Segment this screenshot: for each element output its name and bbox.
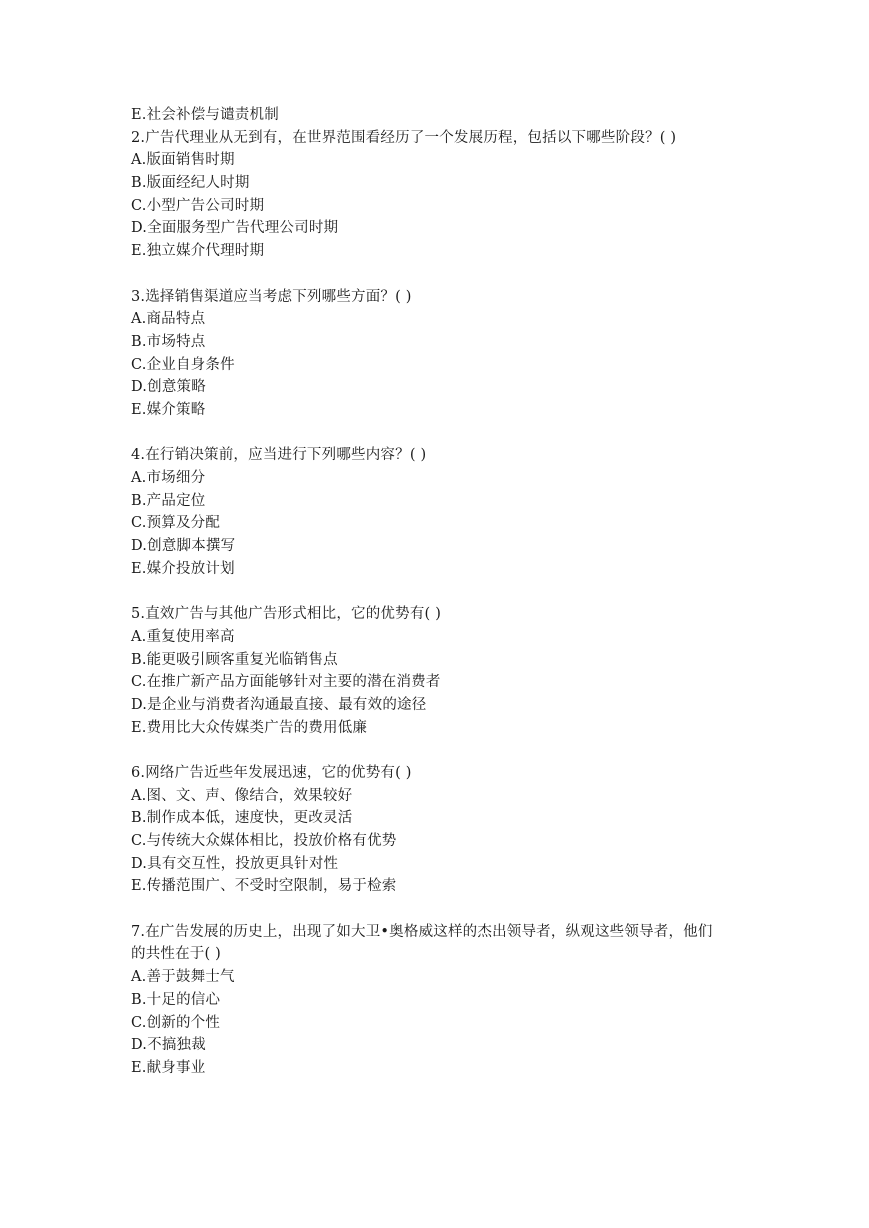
question-stem: 5.直效广告与其他广告形式相比，它的优势有( ) — [131, 606, 442, 623]
option-a: A.商品特点 — [131, 311, 206, 328]
option-b: B.制作成本低，速度快，更改灵活 — [131, 810, 353, 827]
option-b: B.市场特点 — [131, 333, 206, 350]
question-7 — [131, 921, 771, 1080]
option-e: E.传播范围广、不受时空限制，易于检索 — [131, 878, 397, 895]
question-6 — [131, 762, 771, 898]
option-d: D.全面服务型广告代理公司时期 — [131, 220, 339, 237]
option-c: C.企业自身条件 — [131, 356, 235, 373]
option-a: A.图、文、声、像结合，效果较好 — [131, 787, 353, 804]
option-a: A.重复使用率高 — [131, 628, 235, 645]
spacer — [131, 898, 771, 921]
option-e: E.费用比大众传媒类广告的费用低廉 — [131, 719, 368, 736]
option-e-previous-question: E.社会补偿与谴责机制 — [131, 107, 279, 123]
option-c: C.预算及分配 — [131, 515, 221, 532]
question-stem-line-1: 7.在广告发展的历史上，出现了如大卫•奥格威这样的杰出领导者，纵观这些领导者，他们 — [131, 923, 713, 940]
option-a: A.版面销售时期 — [131, 152, 235, 169]
option-b: B.十足的信心 — [131, 991, 221, 1008]
option-e: E.媒介投放计划 — [131, 560, 235, 577]
option-b: B.产品定位 — [131, 492, 206, 509]
option-a: A.市场细分 — [131, 470, 206, 486]
option-e: E.媒介策略 — [131, 401, 206, 418]
option-d: D.创意脚本撰写 — [131, 538, 236, 555]
option-a: A.善于鼓舞士气 — [131, 969, 235, 986]
spacer — [131, 580, 771, 603]
question-stem: 6.网络广告近些年发展迅速，它的优势有( ) — [131, 764, 412, 781]
question-stem: 4.在行销决策前，应当进行下列哪些内容？( ) — [131, 447, 427, 464]
option-e: E.独立媒介代理时期 — [131, 243, 265, 260]
question-2 — [131, 127, 771, 263]
question-4 — [131, 444, 771, 580]
option-c: C.与传统大众媒体相比，投放价格有优势 — [131, 833, 397, 849]
question-stem: 3.选择销售渠道应当考虑下列哪些方面？( ) — [131, 288, 412, 305]
option-c: C.创新的个性 — [131, 1014, 221, 1031]
option-b: B.版面经纪人时期 — [131, 175, 250, 192]
option-b: B.能更吸引顾客重复光临销售点 — [131, 651, 338, 668]
option-c: C.在推广新产品方面能够针对主要的潜在消费者 — [131, 674, 441, 691]
question-stem: 2.广告代理业从无到有，在世界范围看经历了一个发展历程，包括以下哪些阶段？( ) — [131, 129, 677, 146]
option-d: D.创意策略 — [131, 379, 206, 396]
document-page — [131, 104, 771, 1080]
option-d: D.具有交互性，投放更具针对性 — [131, 855, 339, 872]
spacer — [131, 422, 771, 445]
option-c: C.小型广告公司时期 — [131, 197, 265, 214]
option-e: E.献身事业 — [131, 1059, 206, 1076]
spacer — [131, 739, 771, 762]
question-5 — [131, 603, 771, 739]
spacer — [131, 263, 771, 286]
option-d: D.是企业与消费者沟通最直接、最有效的途径 — [131, 696, 427, 713]
question-3 — [131, 286, 771, 422]
option-d: D.不搞独裁 — [131, 1037, 206, 1054]
question-stem-line-2: 的共性在于( ) — [131, 946, 222, 963]
